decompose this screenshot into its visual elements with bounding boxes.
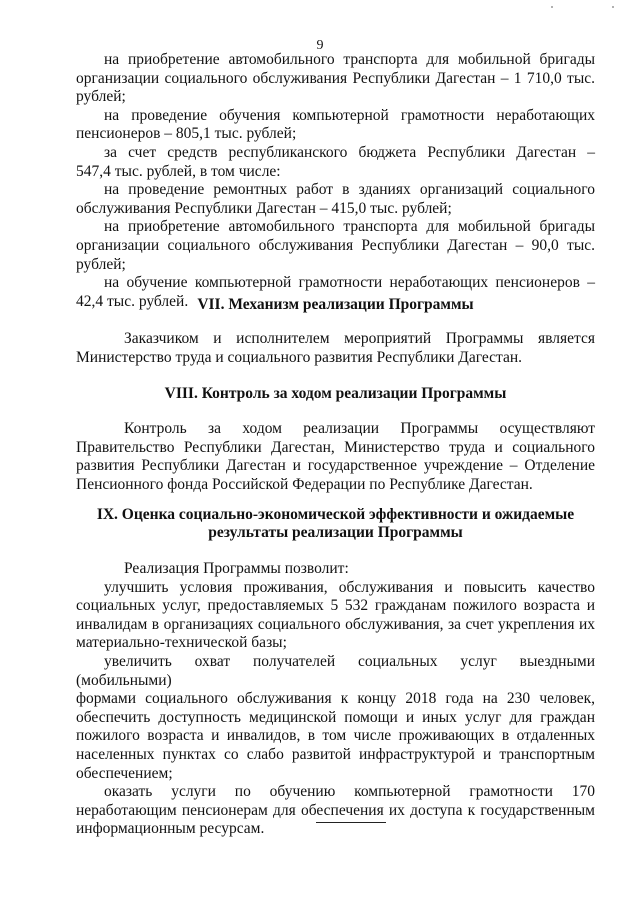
text-line: инвалидам в организациях социального обслуживания, за счет укрепления их bbox=[76, 615, 595, 633]
section-body bbox=[76, 330, 595, 367]
scan-speck bbox=[612, 6, 614, 8]
text-line: развития Республики Дагестан и государственное учреждение – Отделение bbox=[76, 457, 595, 475]
section-heading: результаты реализации Программы bbox=[208, 524, 463, 541]
text-line: Реализация Программы позволит: bbox=[124, 560, 349, 577]
text-line: на проведение ремонтных работ в зданиях организаций социального bbox=[104, 181, 595, 199]
section-heading: VII. Механизм реализации Программы bbox=[197, 296, 474, 313]
text-line: неработающим пенсионерам для обеспечения их доступа к государственным bbox=[76, 801, 595, 819]
text-line: организации социального обслуживания Республики Дагестан – 90,0 тыс. bbox=[76, 236, 595, 254]
text-line: обслуживания Республики Дагестан – 415,0 тыс. рублей; bbox=[76, 199, 452, 217]
text-line: населенных пунктах со слабо развитой инфраструктурой и транспортным bbox=[76, 745, 595, 763]
text-line: материально-технической базы; bbox=[76, 634, 287, 652]
text-line: Заказчиком и исполнителем мероприятий Программы является bbox=[124, 330, 595, 347]
text-line: Пенсионного фонда Российской Федерации по Республике Дагестан. bbox=[76, 475, 533, 493]
end-rule bbox=[316, 822, 386, 823]
text-line: информационным ресурсам. bbox=[76, 820, 265, 838]
text-line: 547,4 тыс. рублей, в том числе: bbox=[76, 162, 281, 180]
text-line: улучшить условия проживания, обслуживания и повысить качество bbox=[104, 578, 595, 596]
text-line: пожилого возраста и инвалидов, в том числе проживающих в отдаленных bbox=[76, 727, 595, 745]
text-line: формами социального обслуживания к концу 2018 года на 230 человек, bbox=[76, 690, 595, 708]
text-line: организации социального обслуживания Республики Дагестан – 1 710,0 тыс. bbox=[76, 69, 595, 87]
text-line: рублей; bbox=[76, 88, 126, 106]
text-line: обеспечить доступность медицинской помощи и иных услуг для граждан bbox=[76, 708, 595, 726]
text-line: на приобретение автомобильного транспорта для мобильной бригады bbox=[104, 218, 595, 236]
scan-speck bbox=[551, 6, 553, 8]
section-body bbox=[76, 560, 595, 839]
section-heading: IX. Оценка социально-экономической эффективности и ожидаемые bbox=[96, 506, 575, 523]
text-line: Министерство труда и социального развития Республики Дагестан. bbox=[76, 348, 523, 366]
text-line: 42,4 тыс. рублей. bbox=[76, 292, 189, 310]
text-line: за счет средств республиканского бюджета Республики Дагестан – bbox=[104, 143, 595, 161]
section-heading: VIII. Контроль за ходом реализации Программы bbox=[164, 385, 507, 402]
text-line: Правительство Республики Дагестан, Министерство труда и социального bbox=[76, 438, 595, 456]
text-line: рублей; bbox=[76, 255, 126, 273]
text-line: оказать услуги по обучению компьютерной грамотности 170 bbox=[104, 783, 595, 801]
text-line: на обучение компьютерной грамотности неработающих пенсионеров – bbox=[104, 274, 595, 292]
page-number: 9 bbox=[316, 38, 324, 53]
text-line: на приобретение автомобильного транспорта для мобильной бригады bbox=[104, 51, 595, 68]
text-line: социальных услуг, предоставляемых 5 532 гражданам пожилого возраста и bbox=[76, 597, 595, 615]
section-body bbox=[76, 420, 595, 494]
text-line: обеспечением; bbox=[76, 764, 173, 782]
text-line: Контроль за ходом реализации Программы осуществляют bbox=[124, 420, 595, 437]
text-line: на проведение обучения компьютерной грамотности неработающих bbox=[104, 106, 595, 124]
funding-list bbox=[76, 51, 595, 311]
text-line: увеличить охват получателей социальных услуг выездными (мобильными) bbox=[76, 652, 595, 689]
text-line: пенсионеров – 805,1 тыс. рублей; bbox=[76, 125, 297, 143]
